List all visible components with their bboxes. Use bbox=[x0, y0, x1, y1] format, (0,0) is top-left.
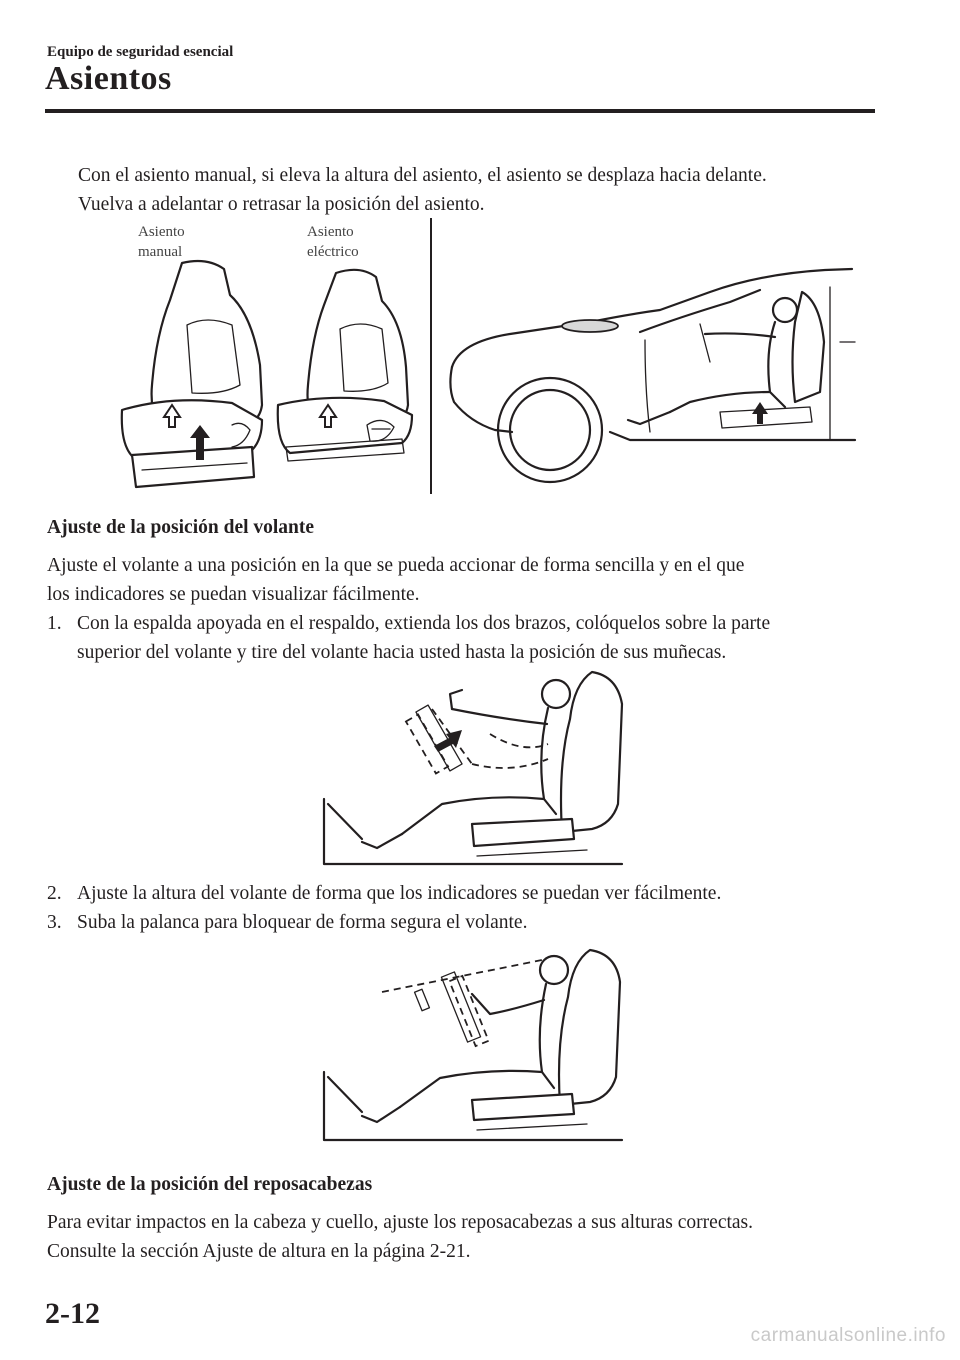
page-title: Asientos bbox=[45, 60, 172, 97]
car-driver-illustration bbox=[440, 262, 855, 487]
watermark: carmanualsonline.info bbox=[750, 1325, 946, 1346]
steering-reach-illustration bbox=[322, 664, 627, 874]
electric-seat-caption: Asiento eléctrico bbox=[307, 224, 359, 260]
step-3-line-1: Suba la palanca para bloquear de forma segura el volante. bbox=[77, 912, 528, 933]
section-label: Equipo de seguridad esencial bbox=[47, 44, 234, 60]
page-number: 2-12 bbox=[45, 1297, 100, 1330]
title-divider bbox=[45, 109, 875, 113]
electric-seat-illustration bbox=[272, 255, 432, 490]
intro-line-1: Con el asiento manual, si eleva la altura del asiento, el asiento se desplaza hacia delante. bbox=[78, 165, 767, 186]
steering-para-line-2: los indicadores se puedan visualizar fácilmente. bbox=[47, 584, 420, 605]
steering-para-line-1: Ajuste el volante a una posición en la que se pueda accionar de forma sencilla y en el que bbox=[47, 555, 745, 576]
manual-seat-illustration bbox=[112, 255, 272, 490]
manual-seat-caption: Asiento manual bbox=[138, 224, 185, 260]
step-1-line-1: Con la espalda apoyada en el respaldo, extienda los dos brazos, colóquelos sobre la parte bbox=[77, 613, 771, 634]
steering-heading: Ajuste de la posición del volante bbox=[47, 517, 315, 538]
figure-divider bbox=[429, 218, 433, 494]
intro-line-2: Vuelva a adelantar o retrasar la posición del asiento. bbox=[78, 194, 485, 215]
headrest-line-1: Para evitar impactos en la cabeza y cuello, ajuste los reposacabezas a sus alturas correctas. bbox=[47, 1212, 754, 1233]
step-1-line-2: superior del volante y tire del volante hacia usted hasta la posición de sus muñecas. bbox=[77, 642, 727, 663]
headrest-line-2: Consulte la sección Ajuste de altura en la página 2-21. bbox=[47, 1241, 471, 1262]
steering-height-illustration bbox=[322, 942, 627, 1150]
step-2-number: 2. bbox=[47, 883, 62, 904]
step-3-number: 3. bbox=[47, 912, 62, 933]
step-2-line-1: Ajuste la altura del volante de forma que los indicadores se puedan ver fácilmente. bbox=[77, 883, 722, 904]
step-1-number: 1. bbox=[47, 613, 62, 634]
headrest-heading: Ajuste de la posición del reposacabezas bbox=[47, 1174, 373, 1195]
